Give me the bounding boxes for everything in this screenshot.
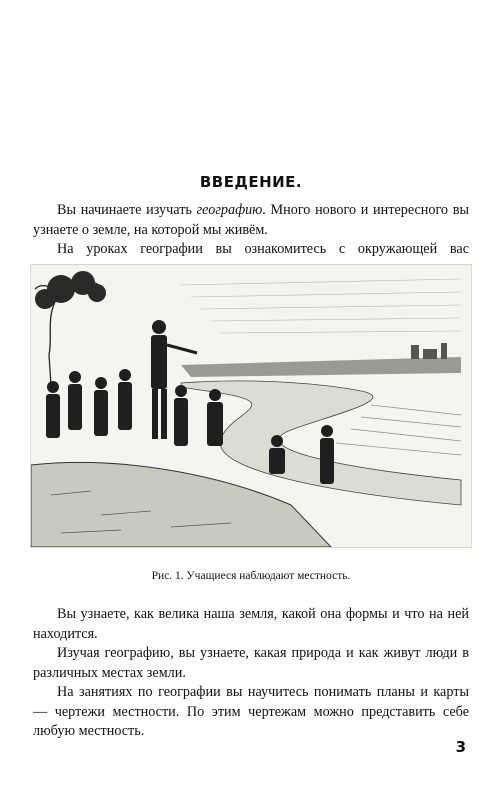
intro-paragraph-1-end: . Много нового и интересного вы узнаете о земле, на которой мы живём.: [33, 202, 469, 238]
geography-emphasis: географию: [196, 202, 263, 218]
chapter-title: ВВЕДЕНИЕ.: [199, 173, 303, 191]
figure-caption: Рис. 1. Учащиеся наблюдают местность.: [151, 570, 351, 582]
landscape-illustration: [31, 265, 471, 547]
body-text: [33, 605, 469, 742]
body-paragraph-3: На занятиях по географии вы научитесь понимать планы и карты — чертежи местности. По этим чертежам можно представить себе любую местность.: [33, 684, 469, 739]
body-paragraph-2: Изучая географию, вы узнаете, какая природа и как живут люди в различных местах земли.: [33, 645, 469, 681]
intro-paragraph-1-start: Вы начинаете изучать: [57, 202, 197, 218]
figure-illustration: [30, 264, 472, 548]
intro-paragraph-1: [33, 201, 469, 240]
body-paragraph-1: Вы узнаете, как велика наша земля, какой она формы и что на ней находится.: [33, 606, 469, 642]
intro-paragraph-2: На уроках географии вы ознакомитесь с окружающей вас: [57, 241, 469, 257]
page-number: 3: [455, 738, 466, 756]
